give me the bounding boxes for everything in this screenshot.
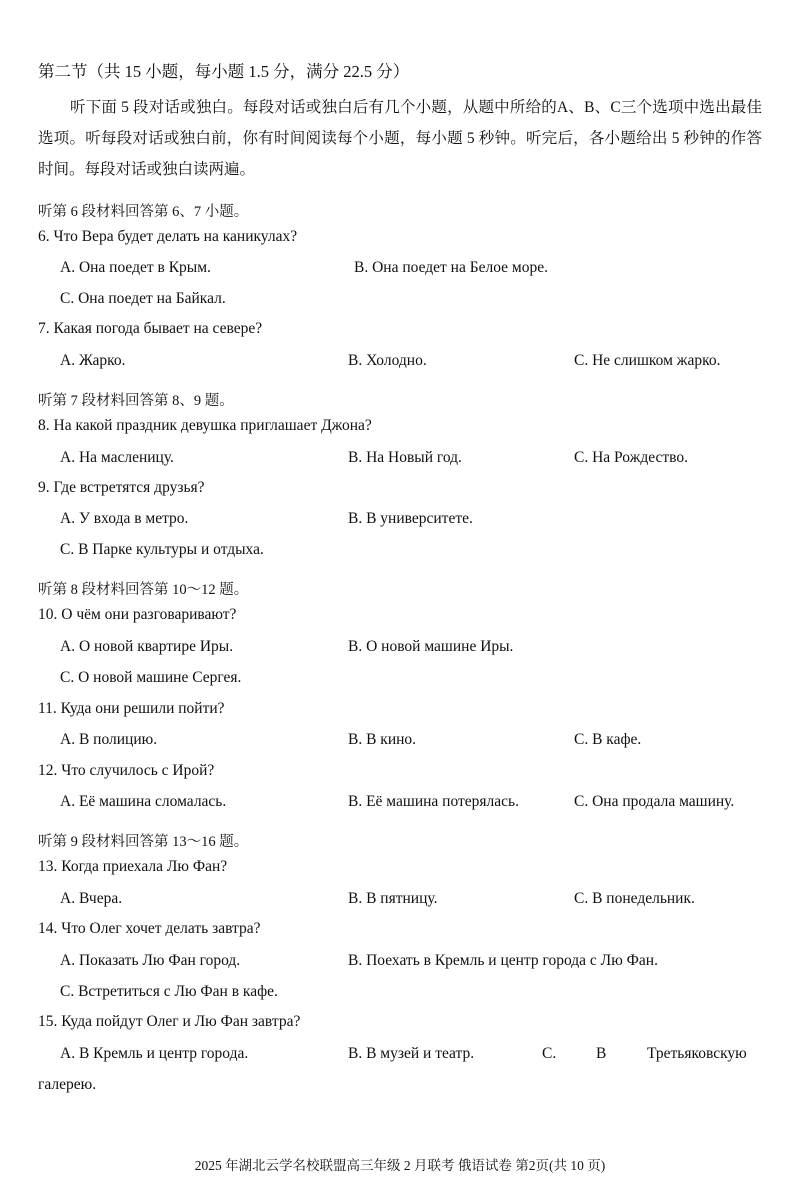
option-b: B. В пятницу. <box>348 890 438 907</box>
question-text: 8. На какой праздник девушка приглашает Джона? <box>38 417 372 434</box>
section-instructions: 听下面 5 段对话或独白。每段对话或独白后有几个小题，从题中所给的A、B、C三个选项中选出最佳选项。听每段对话或独白前，你有时间阅读每个小题，每小题 5 秒钟。听完后，各小题给出 5 秒钟的作答时间。每段对话或独白读两遍。 <box>38 99 762 178</box>
group-header: 听第 9 段材料回答第 13～16 题。 <box>38 834 249 850</box>
option-a: A. Показать Лю Фан город. <box>60 952 241 969</box>
option-b: B. В музей и театр. <box>348 1045 475 1062</box>
option-a: A. У входа в метро. <box>60 510 189 527</box>
option-c-word: Третьяковскую <box>647 1045 747 1062</box>
option-a: A. На масленицу. <box>60 449 174 466</box>
option-c: C. Встретиться с Лю Фан в кафе. <box>60 983 278 1000</box>
option-c: C. О новой машине Сергея. <box>60 669 242 686</box>
question-text: 15. Куда пойдут Олег и Лю Фан завтра? <box>38 1013 301 1030</box>
group-header: 听第 8 段材料回答第 10～12 题。 <box>38 582 249 598</box>
question-text: 11. Куда они решили пойти? <box>38 700 225 717</box>
option-a: A. Вчера. <box>60 890 123 907</box>
option-b: B. Она поедет на Белое море. <box>354 259 548 276</box>
option-a: A. Жарко. <box>60 352 126 369</box>
option-c: C. На Рождество. <box>574 449 688 466</box>
question-text: 14. Что Олег хочет делать завтра? <box>38 920 261 937</box>
group-header: 听第 7 段材料回答第 8、9 题。 <box>38 393 234 409</box>
question-text: 10. О чём они разговаривают? <box>38 606 237 623</box>
option-a: A. В Кремль и центр города. <box>60 1045 249 1062</box>
option-c: C. В понедельник. <box>574 890 695 907</box>
option-b: B. Поехать в Кремль и центр города с Лю Фан. <box>348 952 658 969</box>
option-b: B. Её машина потерялась. <box>348 793 519 810</box>
option-c: C. Не слишком жарко. <box>574 352 721 369</box>
option-a: A. Она поедет в Крым. <box>60 259 211 276</box>
option-b: B. Холодно. <box>348 352 427 369</box>
option-c-label: C. <box>542 1045 557 1062</box>
question-text: 13. Когда приехала Лю Фан? <box>38 858 228 875</box>
option-c: C. Она поедет на Байкал. <box>60 290 226 307</box>
question-text: 6. Что Вера будет делать на каникулах? <box>38 228 298 245</box>
question-text: 7. Какая погода бывает на севере? <box>38 320 263 337</box>
option-c: C. В Парке культуры и отдыха. <box>60 541 264 558</box>
option-a: A. Её машина сломалась. <box>60 793 227 810</box>
option-a: A. О новой квартире Иры. <box>60 638 234 655</box>
page-footer: 2025 年湖北云学名校联盟高三年级 2 月联考 俄语试卷 第2页(共 10 页) <box>194 1158 606 1173</box>
option-b: B. На Новый год. <box>348 449 462 466</box>
question-text: 9. Где встретятся друзья? <box>38 479 205 496</box>
group-header: 听第 6 段材料回答第 6、7 小题。 <box>38 204 249 220</box>
option-c: C. В кафе. <box>574 731 642 748</box>
option-b: B. В кино. <box>348 731 417 748</box>
option-c-word: В <box>596 1045 607 1062</box>
option-c-continuation: галерею. <box>38 1076 97 1093</box>
option-b: B. О новой машине Иры. <box>348 638 514 655</box>
option-a: A. В полицию. <box>60 731 158 748</box>
section-title: 第二节（共 15 小题，每小题 1.5 分，满分 22.5 分） <box>38 62 410 81</box>
option-c: C. Она продала машину. <box>574 793 735 810</box>
option-b: B. В университете. <box>348 510 473 527</box>
question-text: 12. Что случилось с Ирой? <box>38 762 215 779</box>
